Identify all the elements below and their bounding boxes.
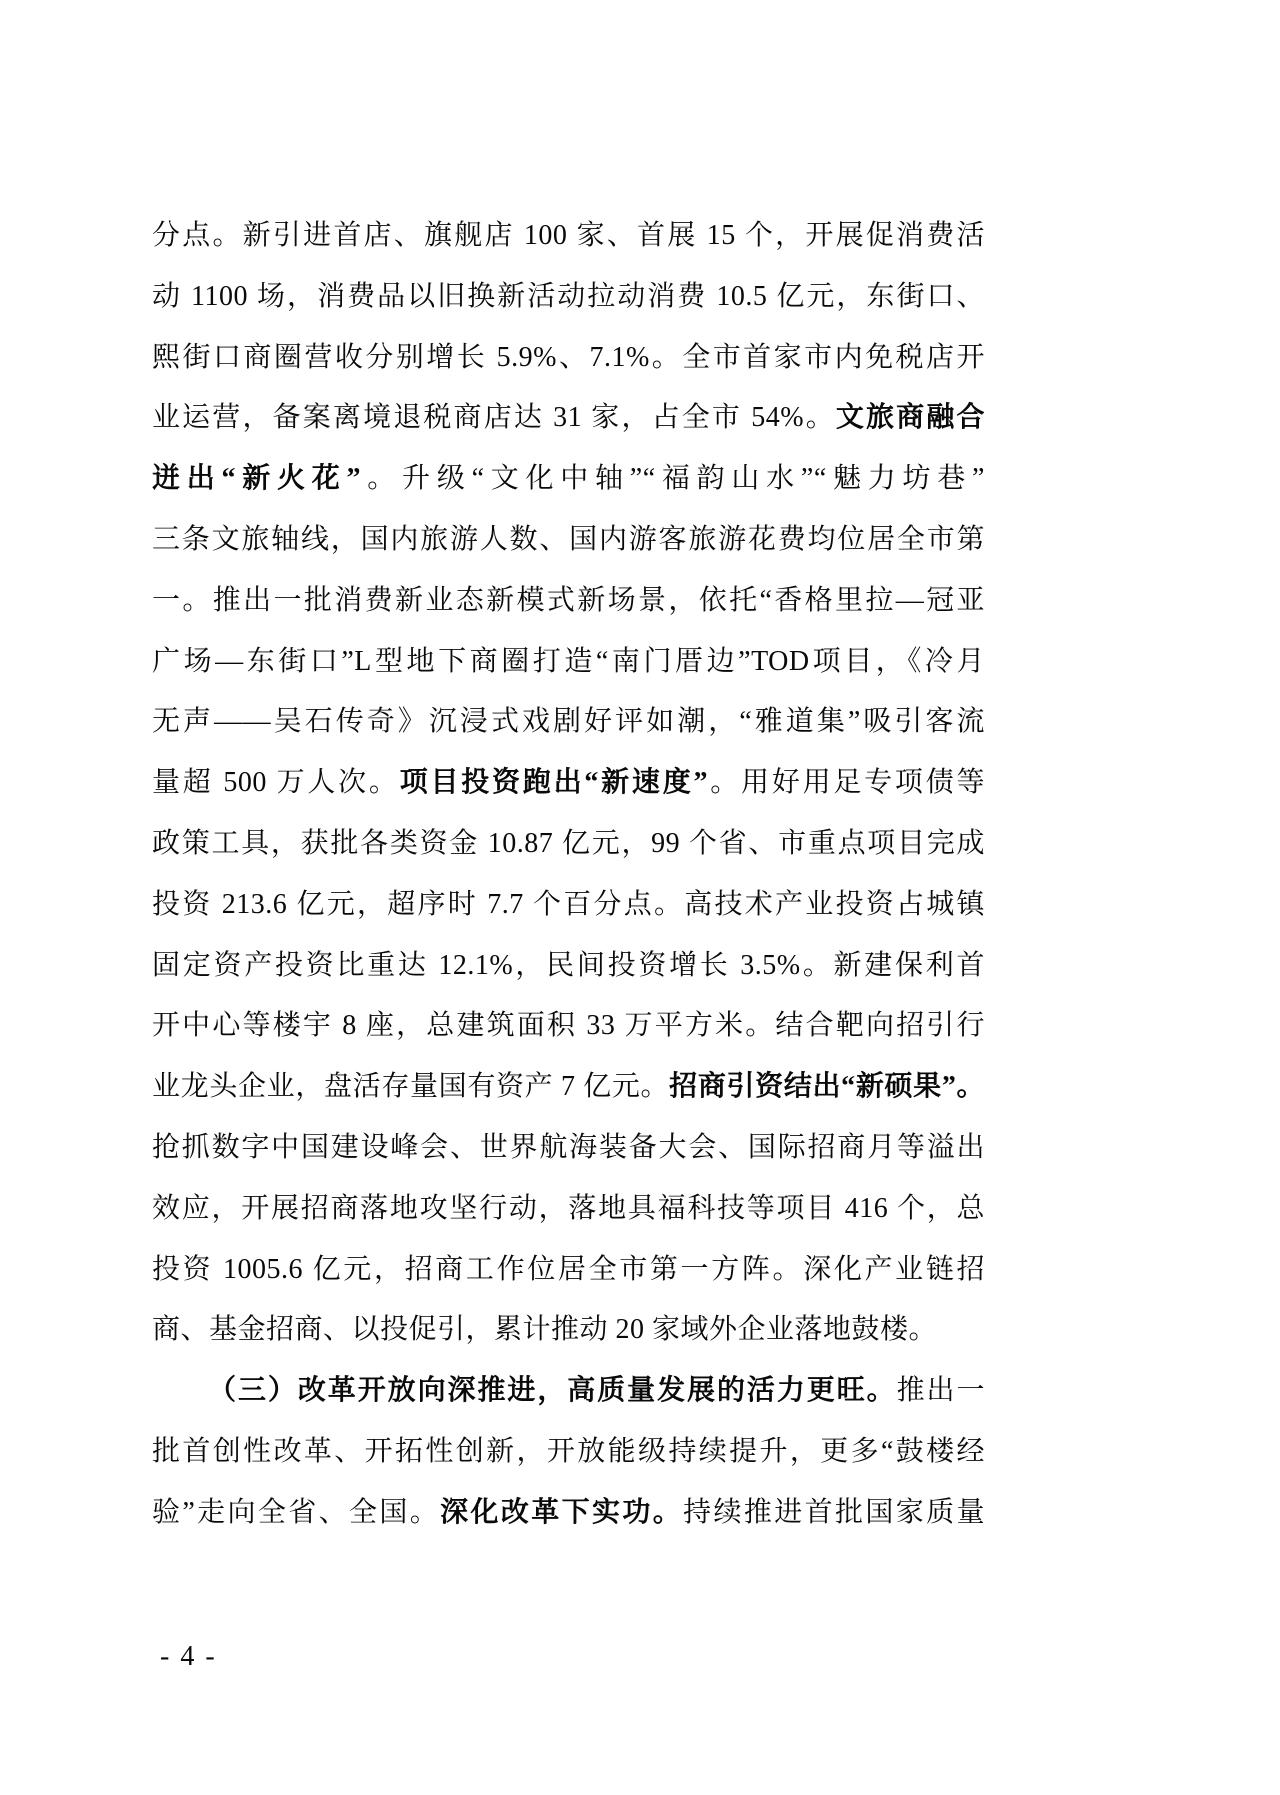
text-segment: 。用好用足专项债等	[707, 767, 985, 799]
text-segment: 投资 213.6 亿元，超序时 7.7 个百分点。高技术产业投资占城镇	[152, 888, 985, 920]
text-segment: 分点。新引进首店、旗舰店 100 家、首展 15 个，开展促消费活	[152, 220, 985, 251]
text-segment: 业龙头企业，盘活存量国有资产 7 亿元。	[152, 1071, 670, 1103]
text-segment: 开中心等楼宇 8 座，总建筑面积 33 万平方米。结合靶向招引行	[152, 1010, 985, 1042]
text-segment: 无声——吴石传奇》沉浸式戏剧好评如潮，“雅道集”吸引客流	[152, 706, 985, 738]
text-segment: 固定资产投资比重达 12.1%，民间投资增长 3.5%。新建保利首	[152, 949, 985, 981]
text-segment: 三条文旅轴线，国内旅游人数、国内游客旅游花费均位居全市第	[152, 523, 985, 555]
text-segment: 熙街口商圈营收分别增长 5.9%、7.1%。全市首家市内免税店开	[152, 341, 985, 373]
text-line	[152, 936, 985, 997]
text-line	[152, 1483, 985, 1544]
text-block	[152, 206, 985, 1544]
text-segment: 推出一	[896, 1375, 985, 1407]
footer-page-number: - 4 -	[160, 1641, 217, 1672]
text-segment: 一。推出一批消费新业态新模式新场景，依托“香格里拉—冠亚	[152, 584, 985, 616]
text-line	[152, 1118, 985, 1179]
text-line	[152, 388, 985, 449]
text-segment: 商、基金招商、以投促引，累计推动 20 家域外企业落地鼓楼。	[152, 1314, 938, 1346]
text-segment: 持续推进首批国家质量	[683, 1496, 985, 1528]
text-line	[152, 753, 985, 814]
emphasis-segment: 招商引资结出“新硕果”。	[669, 1071, 985, 1103]
text-line	[152, 1422, 985, 1483]
text-line	[152, 206, 985, 267]
text-segment: 。升级“文化中轴”“福韵山水”“魅力坊巷”	[361, 463, 985, 495]
text-line	[152, 632, 985, 693]
text-line	[152, 692, 985, 753]
text-line	[152, 1300, 985, 1361]
emphasis-segment: （三）改革开放向深推进，高质量发展的活力更旺。	[208, 1375, 897, 1407]
text-segment: 业运营，备案离境退税商店达 31 家，占全市 54%。	[152, 402, 836, 434]
text-line	[152, 328, 985, 389]
text-line	[152, 1361, 985, 1422]
text-line	[152, 1057, 985, 1118]
text-line	[152, 571, 985, 632]
text-segment: 验”走向全省、全国。	[152, 1496, 441, 1528]
text-line	[152, 449, 985, 510]
text-segment: 效应，开展招商落地攻坚行动，落地具福科技等项目 416 个，总	[152, 1192, 985, 1224]
text-segment: 批首创性改革、开拓性创新，开放能级持续提升，更多“鼓楼经	[152, 1435, 985, 1467]
text-segment: 政策工具，获批各类资金 10.87 亿元，99 个省、市重点项目完成	[152, 827, 985, 859]
text-segment: 投资 1005.6 亿元，招商工作位居全市第一方阵。深化产业链招	[152, 1253, 985, 1285]
text-line	[152, 1240, 985, 1301]
emphasis-segment: 项目投资跑出“新速度”	[399, 767, 708, 799]
emphasis-segment: 文旅商融合	[835, 402, 985, 434]
text-line	[152, 1179, 985, 1240]
text-segment: 动 1100 场，消费品以旧换新活动拉动消费 10.5 亿元，东街口、	[152, 280, 985, 312]
text-line	[152, 875, 985, 936]
text-segment: 量超 500 万人次。	[152, 767, 400, 799]
text-segment: 抢抓数字中国建设峰会、世界航海装备大会、国际招商月等溢出	[152, 1131, 985, 1163]
emphasis-segment: 深化改革下实功。	[440, 1496, 684, 1528]
text-line	[152, 814, 985, 875]
text-line	[152, 510, 985, 571]
text-segment: 广场—东街口”L型地下商圈打造“南门厝边”TOD项目，《冷月	[152, 645, 985, 677]
text-line	[152, 996, 985, 1057]
emphasis-segment: 迸出“新火花”	[152, 463, 362, 495]
text-line	[152, 267, 985, 328]
